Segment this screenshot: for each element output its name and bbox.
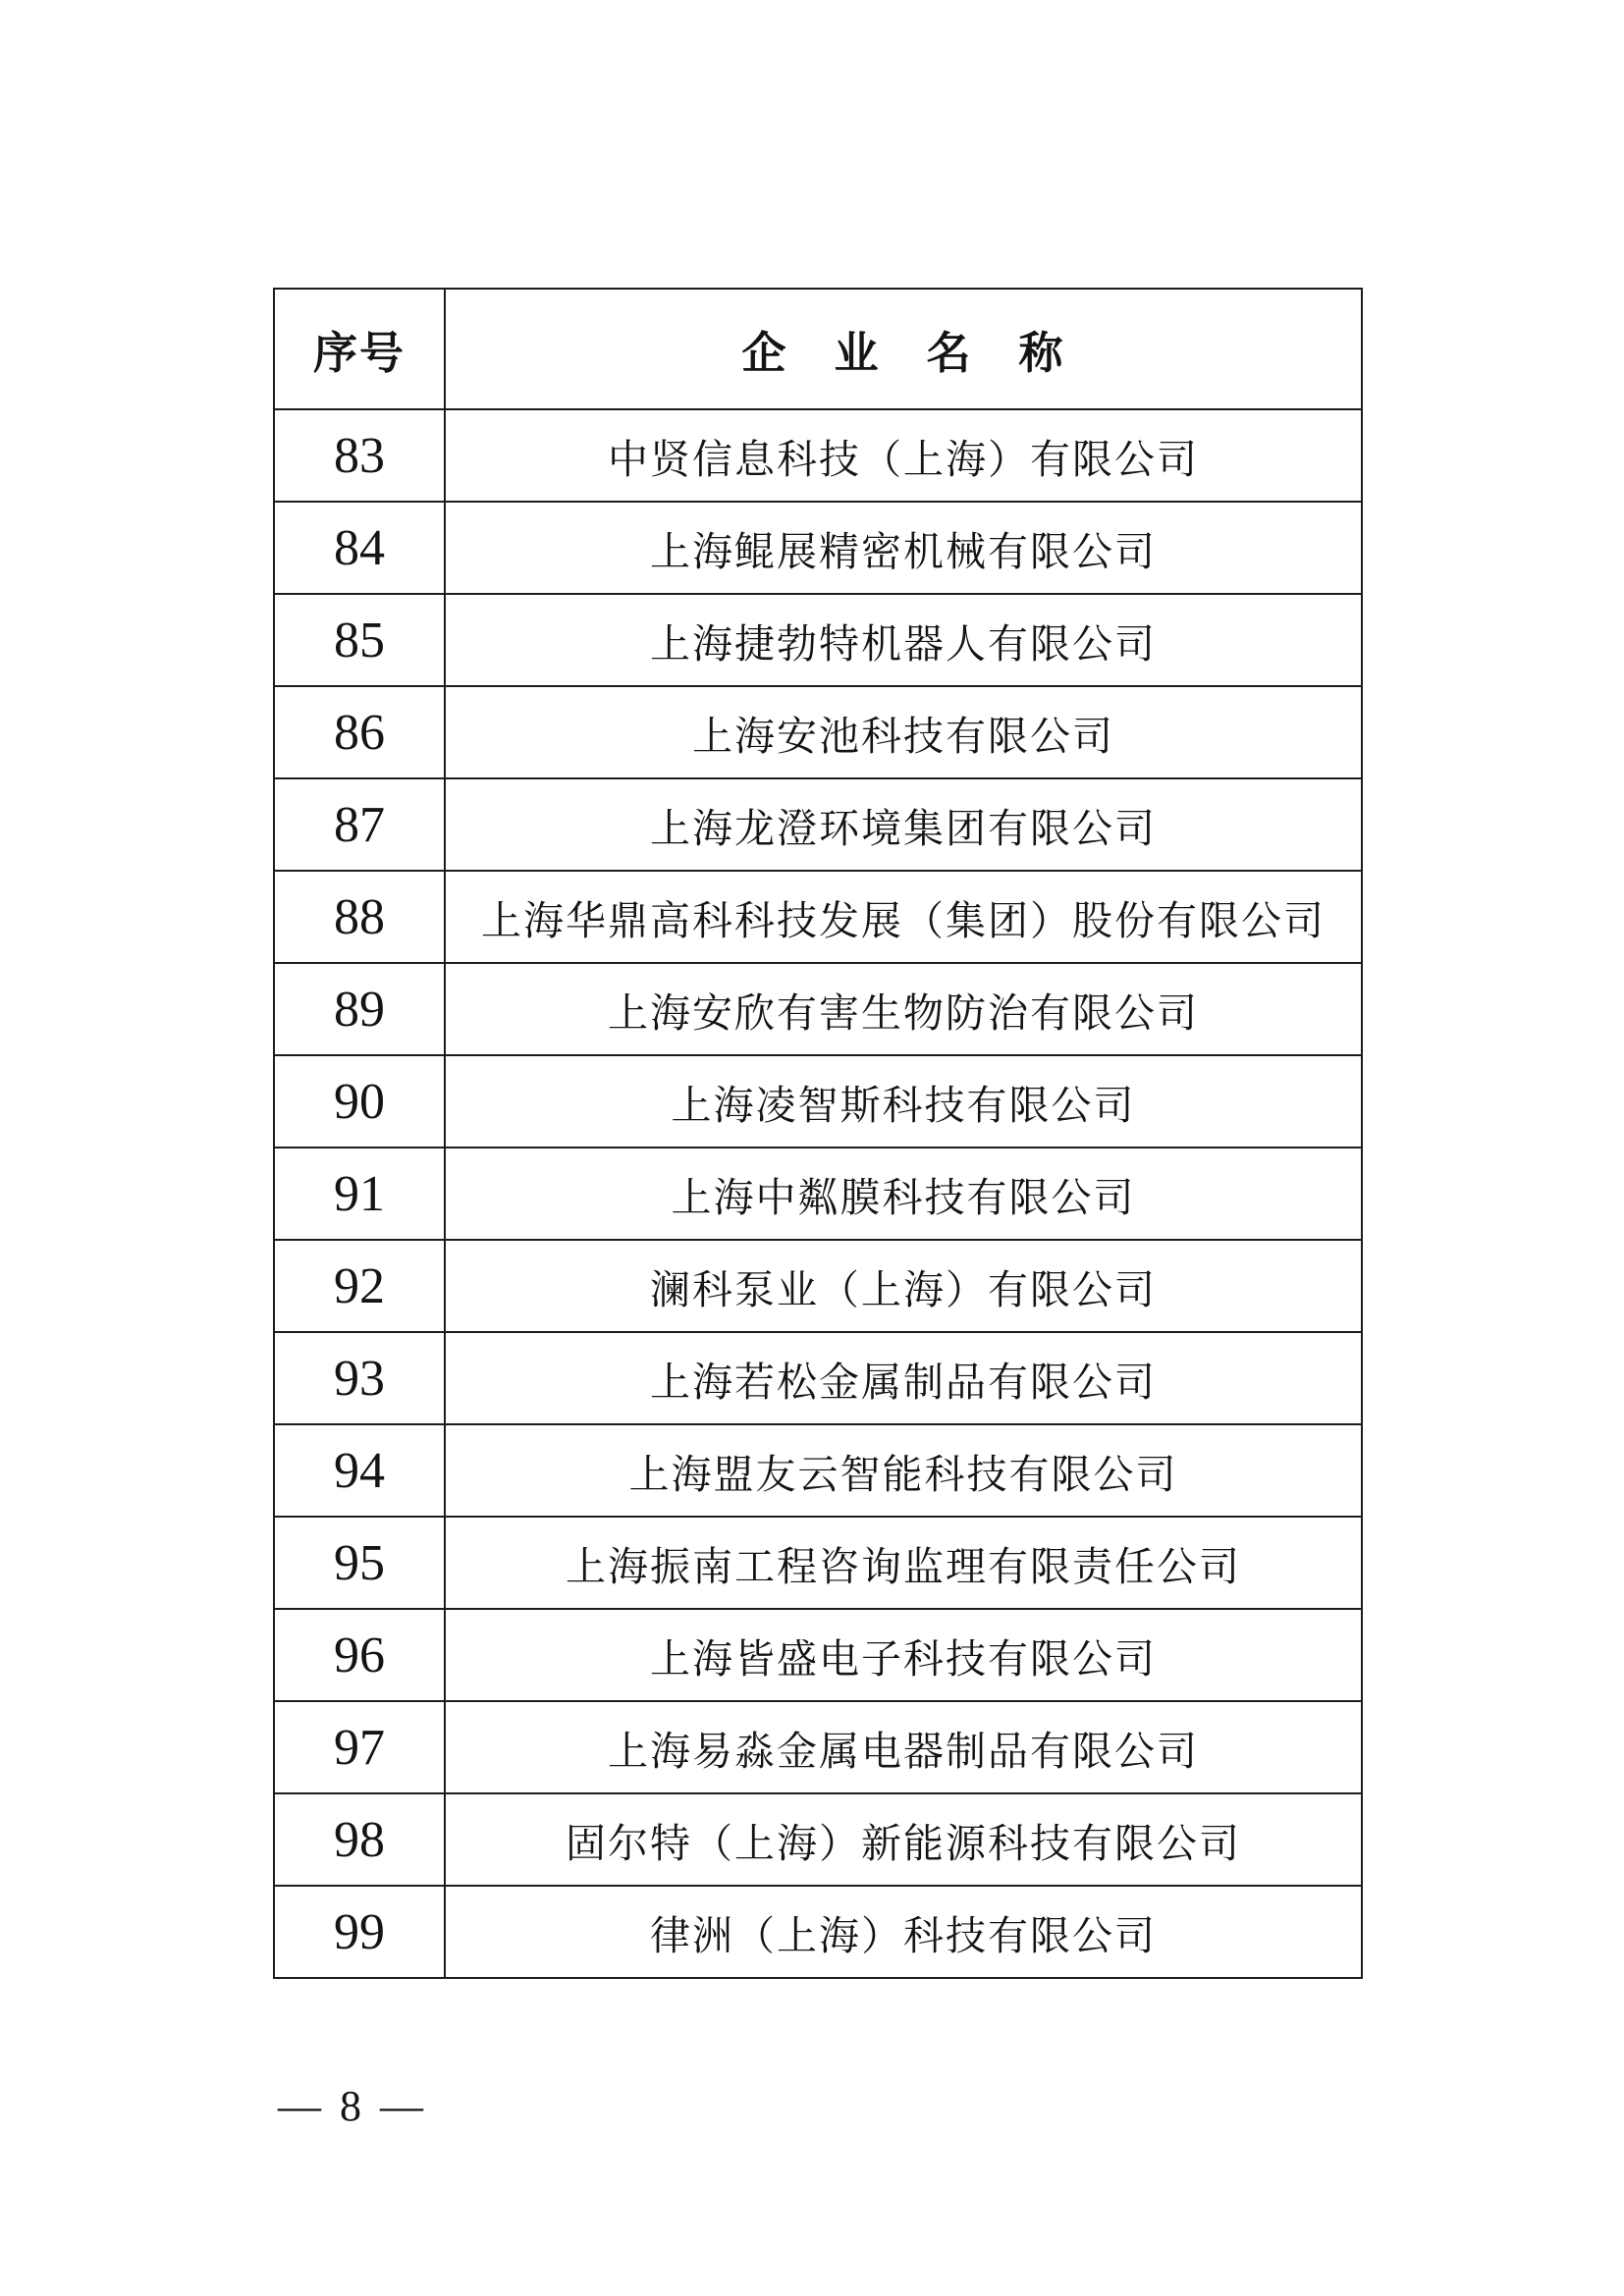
table-row xyxy=(274,1148,1362,1240)
company-name-cell: 上海龙澄环境集团有限公司 xyxy=(445,778,1362,871)
serial-cell: 95 xyxy=(274,1517,445,1609)
header-cell-serial: 序号 xyxy=(274,289,445,409)
company-name-cell: 上海安池科技有限公司 xyxy=(445,686,1362,778)
serial-cell: 86 xyxy=(274,686,445,778)
table-row xyxy=(274,1517,1362,1609)
table-row xyxy=(274,1055,1362,1148)
company-name-cell: 律洲（上海）科技有限公司 xyxy=(445,1886,1362,1978)
serial-cell: 89 xyxy=(274,963,445,1055)
table-row xyxy=(274,1793,1362,1886)
serial-cell: 83 xyxy=(274,409,445,502)
table-row xyxy=(274,1701,1362,1793)
table-row xyxy=(274,963,1362,1055)
table-row xyxy=(274,409,1362,502)
serial-cell: 93 xyxy=(274,1332,445,1424)
table-row xyxy=(274,1240,1362,1332)
company-name-cell: 上海盟友云智能科技有限公司 xyxy=(445,1424,1362,1517)
company-name-cell: 上海振南工程咨询监理有限责任公司 xyxy=(445,1517,1362,1609)
serial-cell: 85 xyxy=(274,594,445,686)
header-row xyxy=(274,289,1362,409)
company-name-cell: 上海华鼎高科科技发展（集团）股份有限公司 xyxy=(445,871,1362,963)
company-name-cell: 上海捷勃特机器人有限公司 xyxy=(445,594,1362,686)
serial-cell: 99 xyxy=(274,1886,445,1978)
company-name-cell: 上海鲲展精密机械有限公司 xyxy=(445,502,1362,594)
serial-cell: 96 xyxy=(274,1609,445,1701)
header-cell-company-name: 企 业 名 称 xyxy=(445,289,1362,409)
serial-cell: 92 xyxy=(274,1240,445,1332)
company-table-body xyxy=(274,409,1362,1978)
company-table-header xyxy=(274,289,1362,409)
serial-cell: 94 xyxy=(274,1424,445,1517)
company-name-cell: 上海皆盛电子科技有限公司 xyxy=(445,1609,1362,1701)
company-name-cell: 上海安欣有害生物防治有限公司 xyxy=(445,963,1362,1055)
company-name-cell: 中贤信息科技（上海）有限公司 xyxy=(445,409,1362,502)
table-row xyxy=(274,1424,1362,1517)
company-name-cell: 上海易淼金属电器制品有限公司 xyxy=(445,1701,1362,1793)
table-row xyxy=(274,1332,1362,1424)
table-row xyxy=(274,1609,1362,1701)
table-row xyxy=(274,686,1362,778)
company-table xyxy=(273,288,1363,1979)
company-name-cell: 上海凌智斯科技有限公司 xyxy=(445,1055,1362,1148)
table-row xyxy=(274,594,1362,686)
table-row xyxy=(274,778,1362,871)
table-row xyxy=(274,502,1362,594)
table-row xyxy=(274,871,1362,963)
serial-cell: 84 xyxy=(274,502,445,594)
company-name-cell: 澜科泵业（上海）有限公司 xyxy=(445,1240,1362,1332)
page-number: — 8 — xyxy=(278,2082,427,2130)
serial-cell: 91 xyxy=(274,1148,445,1240)
table-row xyxy=(274,1886,1362,1978)
serial-cell: 90 xyxy=(274,1055,445,1148)
serial-cell: 87 xyxy=(274,778,445,871)
serial-cell: 88 xyxy=(274,871,445,963)
company-name-cell: 固尔特（上海）新能源科技有限公司 xyxy=(445,1793,1362,1886)
serial-cell: 98 xyxy=(274,1793,445,1886)
company-name-cell: 上海若松金属制品有限公司 xyxy=(445,1332,1362,1424)
serial-cell: 97 xyxy=(274,1701,445,1793)
company-name-cell: 上海中粼膜科技有限公司 xyxy=(445,1148,1362,1240)
